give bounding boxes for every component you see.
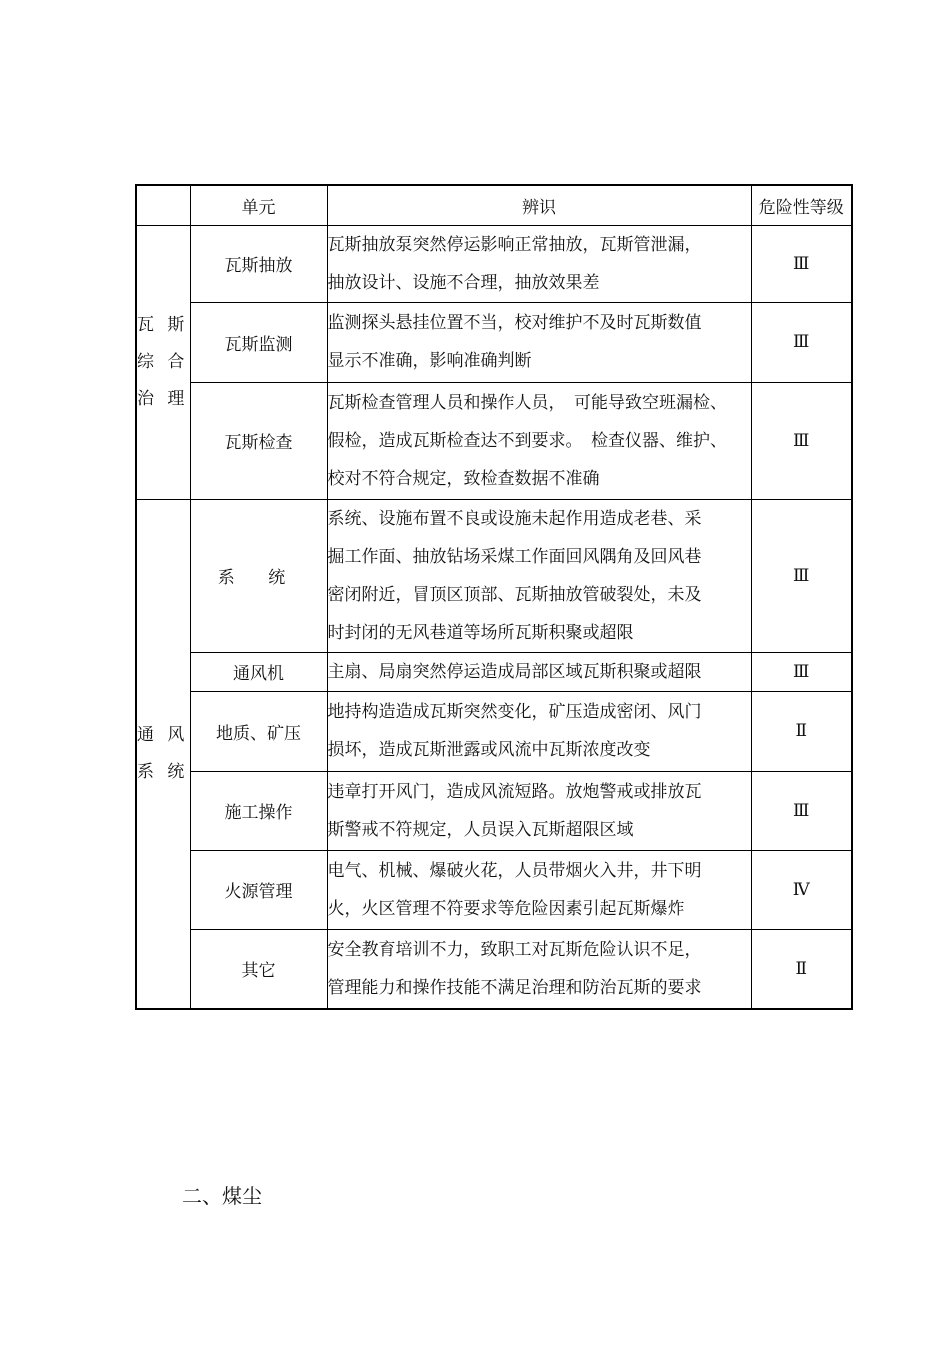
level-cell: Ⅱ <box>751 929 852 1009</box>
desc-cell: 地持构造造成瓦斯突然变化，矿压造成密闭、风门 损坏，造成瓦斯泄露或风流中瓦斯浓度改变 <box>327 691 751 771</box>
table-row <box>136 929 852 1009</box>
group-label-gas-control: 瓦 斯 综 合 治 理 <box>136 225 190 499</box>
desc-cell: 瓦斯抽放泵突然停运影响正常抽放，瓦斯管泄漏， 抽放设计、设施不合理，抽放效果差 <box>327 225 751 302</box>
unit-cell: 施工操作 <box>190 771 327 850</box>
unit-cell: 瓦斯监测 <box>190 302 327 382</box>
desc-cell: 安全教育培训不力，致职工对瓦斯危险认识不足， 管理能力和操作技能不满足治理和防治瓦斯的要求 <box>327 929 751 1009</box>
unit-cell: 通风机 <box>190 652 327 691</box>
table-row <box>136 225 852 302</box>
level-cell: Ⅳ <box>751 850 852 929</box>
desc-cell: 违章打开风门，造成风流短路。放炮警戒或排放瓦 斯警戒不符规定，人员误入瓦斯超限区域 <box>327 771 751 850</box>
level-cell: Ⅱ <box>751 691 852 771</box>
level-cell: Ⅲ <box>751 225 852 302</box>
header-unit: 单元 <box>190 185 327 225</box>
level-cell: Ⅲ <box>751 499 852 652</box>
desc-cell: 主扇、局扇突然停运造成局部区域瓦斯积聚或超限 <box>327 652 751 691</box>
header-blank-cell <box>136 185 190 225</box>
table-row <box>136 499 852 652</box>
hazard-table <box>135 184 853 1010</box>
unit-cell: 地质、矿压 <box>190 691 327 771</box>
table-row <box>136 850 852 929</box>
header-level: 危险性等级 <box>751 185 852 225</box>
desc-cell: 电气、机械、爆破火花，人员带烟火入井，井下明 火，火区管理不符要求等危险因素引起瓦斯爆炸 <box>327 850 751 929</box>
table-row <box>136 302 852 382</box>
unit-cell: 瓦斯抽放 <box>190 225 327 302</box>
group-label-ventilation: 通 风 系 统 <box>136 499 190 1009</box>
table-row <box>136 771 852 850</box>
unit-cell: 瓦斯检查 <box>190 382 327 499</box>
level-cell: Ⅲ <box>751 652 852 691</box>
level-cell: Ⅲ <box>751 382 852 499</box>
unit-cell: 其它 <box>190 929 327 1009</box>
table-row <box>136 382 852 499</box>
table-row <box>136 691 852 771</box>
desc-cell: 瓦斯检查管理人员和操作人员， 可能导致空班漏检、 假检，造成瓦斯检查达不到要求。 检查仪器、维护、 校对不符合规定，致检查数据不准确 <box>327 382 751 499</box>
section-heading: 二、煤尘 <box>182 1184 262 1208</box>
table-row <box>136 652 852 691</box>
header-identification: 辨识 <box>327 185 751 225</box>
unit-cell: 系 统 <box>190 499 327 652</box>
unit-cell: 火源管理 <box>190 850 327 929</box>
desc-cell: 系统、设施布置不良或设施未起作用造成老巷、采 掘工作面、抽放钻场采煤工作面回风隅角及回风巷 密闭附近，冒顶区顶部、瓦斯抽放管破裂处，未及 时封闭的无风巷道等场所瓦斯积聚或超限 <box>327 499 751 652</box>
desc-cell: 监测探头悬挂位置不当，校对维护不及时瓦斯数值 显示不准确，影响准确判断 <box>327 302 751 382</box>
level-cell: Ⅲ <box>751 771 852 850</box>
level-cell: Ⅲ <box>751 302 852 382</box>
table-header-row <box>136 185 852 225</box>
